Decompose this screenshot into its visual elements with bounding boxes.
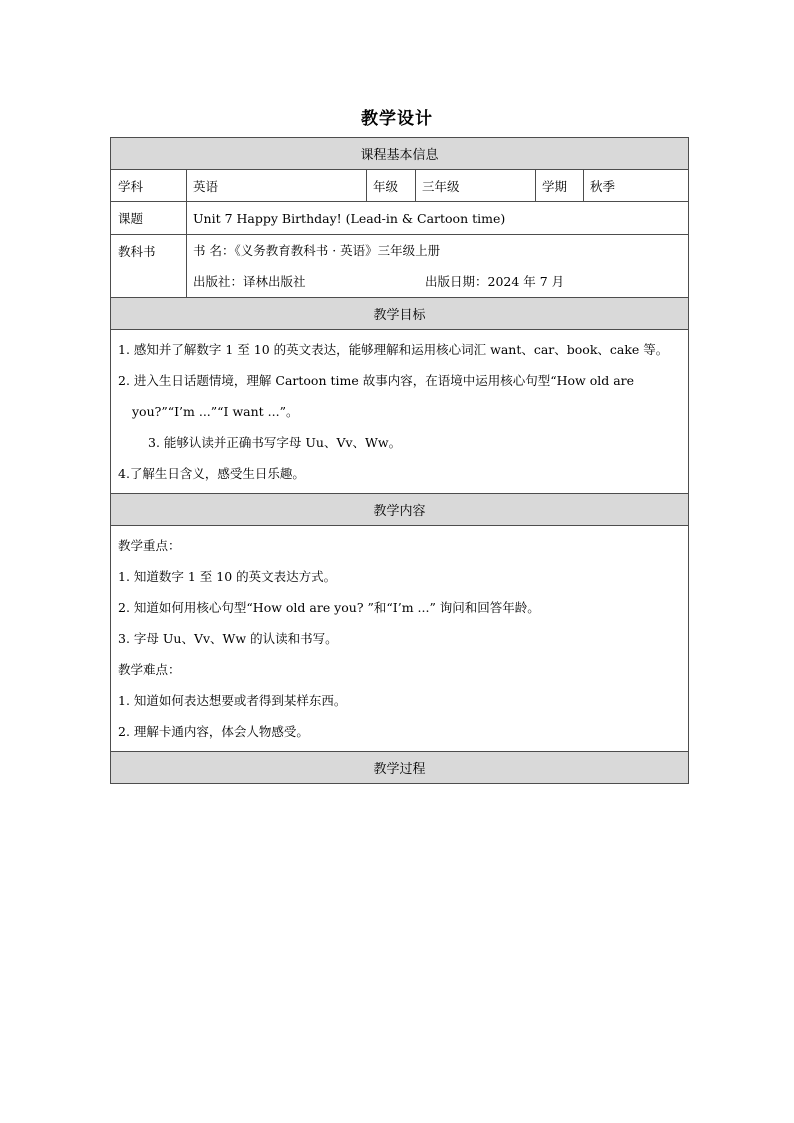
difficulties-label: 教学难点： — [118, 662, 181, 677]
publisher-row — [193, 266, 682, 297]
textbook-info — [187, 235, 689, 298]
section-header-basic-info: 课程基本信息 — [111, 138, 689, 170]
key-points-label: 教学重点： — [118, 538, 181, 553]
section-header-content: 教学内容 — [111, 494, 689, 526]
content-block — [111, 526, 689, 752]
publisher: 出版社：译林出版社 — [193, 274, 306, 289]
key-point-3: 3. 字母 Uu、Vv、Ww 的认读和书写。 — [118, 631, 338, 646]
subject-label: 学科 — [111, 170, 187, 202]
textbook-name: 书 名：《义务教育教科书 · 英语》三年级上册 — [193, 243, 441, 258]
grade-label: 年级 — [367, 170, 416, 202]
key-point-1: 1. 知道数字 1 至 10 的英文表达方式。 — [118, 569, 337, 584]
objective-4: 4.了解生日含义，感受生日乐趣。 — [118, 466, 305, 481]
term-label: 学期 — [536, 170, 584, 202]
objective-2: 2. 进入生日话题情境，理解 Cartoon time 故事内容，在语境中运用核心句型“How old are — [118, 373, 635, 388]
topic-label: 课题 — [111, 202, 187, 235]
section-header-process: 教学过程 — [111, 752, 689, 784]
objective-3: 3. 能够认读并正确书写字母 Uu、Vv、Ww。 — [148, 435, 402, 450]
difficulty-1: 1. 知道如何表达想要或者得到某样东西。 — [118, 693, 347, 708]
publish-date: 出版日期：2024 年 7 月 — [425, 274, 565, 289]
objective-1: 1. 感知并了解数字 1 至 10 的英文表达，能够理解和运用核心词汇 want、car、book、cake 等。 — [118, 342, 669, 357]
term-value: 秋季 — [584, 170, 689, 202]
difficulty-2: 2. 理解卡通内容，体会人物感受。 — [118, 724, 309, 739]
textbook-label: 教科书 — [111, 235, 187, 298]
grade-value: 三年级 — [416, 170, 536, 202]
topic-value: Unit 7 Happy Birthday! (Lead-in & Cartoon time) — [187, 202, 689, 235]
document-title: 教学设计 — [361, 109, 433, 129]
lesson-plan-table — [110, 137, 688, 784]
objectives-block — [111, 330, 689, 494]
objective-2-cont: you?”“I’m ...”“I want ...”。 — [132, 404, 299, 419]
key-point-2: 2. 知道如何用核心句型“How old are you? ”和“I’m ...” 询问和回答年龄。 — [118, 600, 540, 615]
subject-value: 英语 — [187, 170, 367, 202]
section-header-objectives: 教学目标 — [111, 298, 689, 330]
